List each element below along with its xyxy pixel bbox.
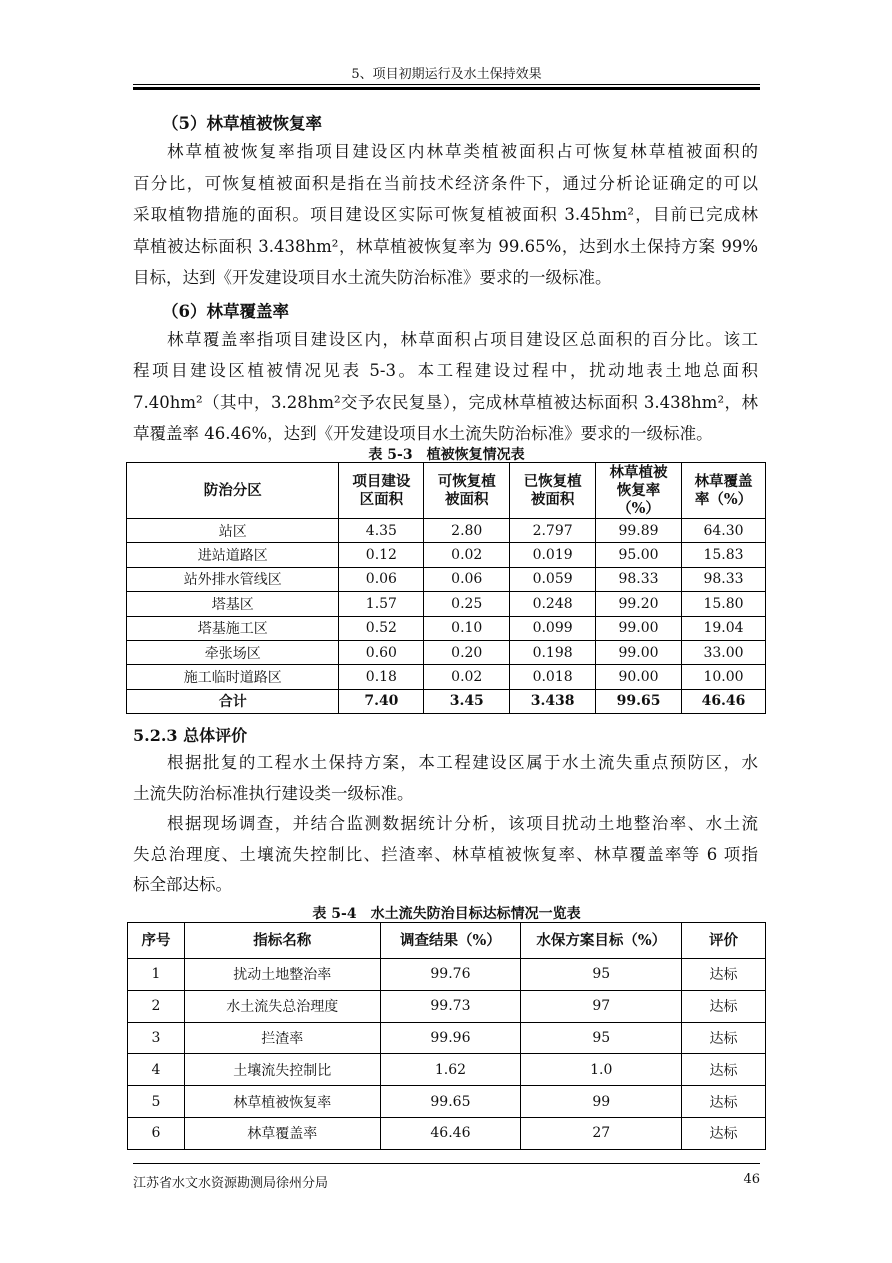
table-cell: 99.65 — [596, 689, 682, 713]
table-cell: 0.198 — [510, 640, 596, 664]
column-header: 防治分区 — [127, 463, 339, 519]
footer-rule — [133, 1163, 760, 1164]
table-cell: 1.62 — [380, 1054, 521, 1086]
paragraph-line: 采取植物措施的面积。项目建设区实际可恢复植被面积 3.45hm²，目前已完成林 — [133, 205, 758, 224]
column-header: 调查结果（%） — [380, 923, 521, 959]
column-header: 水保方案目标（%） — [521, 923, 682, 959]
table-cell: 64.30 — [682, 519, 766, 543]
table-5-4 — [127, 922, 766, 1150]
paragraph-line: 7.40hm²（其中，3.28hm²交予农民复垦），完成林草植被达标面积 3.438hm²，林 — [133, 393, 758, 412]
paragraph-line: 草植被达标面积 3.438hm²，林草植被恢复率为 99.65%，达到水土保持方案 99% — [133, 237, 758, 256]
table-cell: 达标 — [682, 1054, 766, 1086]
table-cell: 牵张场区 — [127, 640, 339, 664]
table-cell: 塔基区 — [127, 592, 339, 616]
table-cell: 3 — [128, 1022, 185, 1054]
table-cell: 5 — [128, 1086, 185, 1118]
table-5-3 — [126, 462, 766, 714]
table-cell: 99 — [521, 1086, 682, 1118]
table-row — [127, 616, 766, 640]
table-cell: 95.00 — [596, 543, 682, 567]
table-cell: 3.45 — [424, 689, 510, 713]
table-row — [127, 519, 766, 543]
table-cell: 1.57 — [339, 592, 424, 616]
column-header: 林草植被恢复率（%） — [596, 463, 682, 519]
table-cell: 林草植被恢复率 — [184, 1086, 380, 1118]
column-header: 评价 — [682, 923, 766, 959]
table-cell: 0.06 — [339, 567, 424, 591]
table-cell: 2.80 — [424, 519, 510, 543]
table-cell: 0.099 — [510, 616, 596, 640]
table-cell: 塔基施工区 — [127, 616, 339, 640]
table-cell: 4 — [128, 1054, 185, 1086]
paragraph-line: 根据现场调查，并结合监测数据统计分析，该项目扰动土地整治率、水土流 — [167, 814, 758, 833]
table-cell: 99.89 — [596, 519, 682, 543]
paragraph-line: 目标，达到《开发建设项目水土流失防治标准》要求的一级标准。 — [133, 268, 612, 287]
table-cell: 0.02 — [424, 665, 510, 689]
page-number: 46 — [743, 1172, 760, 1187]
table-cell: 97 — [521, 990, 682, 1022]
paragraph-line: 林草覆盖率指项目建设区内，林草面积占项目建设区总面积的百分比。该工 — [167, 330, 758, 349]
table-cell: 0.059 — [510, 567, 596, 591]
paragraph-line: 标全部达标。 — [133, 875, 232, 894]
paragraph-line: 林草植被恢复率指项目建设区内林草类植被面积占可恢复林草植被面积的 — [167, 142, 758, 161]
table-cell: 3.438 — [510, 689, 596, 713]
table-cell: 99.20 — [596, 592, 682, 616]
table-cell: 99.65 — [380, 1086, 521, 1118]
section-5-heading: （5）林草植被恢复率 — [162, 114, 322, 133]
footer-org: 江苏省水文水资源勘测局徐州分局 — [133, 1176, 329, 1191]
table-5-4-caption: 表 5-4 水土流失防治目标达标情况一览表 — [312, 906, 581, 922]
table-cell: 99.76 — [380, 959, 521, 991]
table-row — [128, 959, 766, 991]
table-cell: 达标 — [682, 1022, 766, 1054]
paragraph-line: 百分比，可恢复植被面积是指在当前技术经济条件下，通过分析论证确定的可以 — [133, 174, 758, 193]
table-cell: 0.10 — [424, 616, 510, 640]
table-row — [128, 1086, 766, 1118]
table-cell: 0.25 — [424, 592, 510, 616]
table-cell: 土壤流失控制比 — [184, 1054, 380, 1086]
table-cell: 95 — [521, 959, 682, 991]
table-cell: 扰动土地整治率 — [184, 959, 380, 991]
table-row — [128, 1054, 766, 1086]
paragraph-line: 根据批复的工程水土保持方案，本工程建设区属于水土流失重点预防区，水 — [167, 753, 758, 772]
section-523-heading: 5.2.3 总体评价 — [133, 726, 248, 745]
header-rule — [133, 84, 760, 85]
table-cell: 1.0 — [521, 1054, 682, 1086]
table-cell: 0.52 — [339, 616, 424, 640]
table-cell: 达标 — [682, 1117, 766, 1149]
header-rule-thick — [133, 87, 760, 90]
table-cell: 0.18 — [339, 665, 424, 689]
table-cell: 达标 — [682, 990, 766, 1022]
table-cell: 99.00 — [596, 640, 682, 664]
table-cell: 1 — [128, 959, 185, 991]
table-cell: 0.06 — [424, 567, 510, 591]
paragraph-line: 草覆盖率 46.46%，达到《开发建设项目水土流失防治标准》要求的一级标准。 — [133, 424, 713, 443]
table-cell: 0.12 — [339, 543, 424, 567]
table-cell: 6 — [128, 1117, 185, 1149]
table-cell: 33.00 — [682, 640, 766, 664]
paragraph-line: 失总治理度、土壤流失控制比、拦渣率、林草植被恢复率、林草覆盖率等 6 项指 — [133, 845, 758, 864]
table-cell: 99.00 — [596, 616, 682, 640]
table-cell: 27 — [521, 1117, 682, 1149]
table-cell: 达标 — [682, 1086, 766, 1118]
table-cell: 2.797 — [510, 519, 596, 543]
table-row — [127, 665, 766, 689]
table-row — [128, 1117, 766, 1149]
table-row — [127, 640, 766, 664]
table-cell: 水土流失总治理度 — [184, 990, 380, 1022]
table-cell: 达标 — [682, 959, 766, 991]
table-row — [127, 592, 766, 616]
table-row — [128, 990, 766, 1022]
column-header: 可恢复植被面积 — [424, 463, 510, 519]
column-header: 指标名称 — [184, 923, 380, 959]
table-5-3-caption: 表 5-3 植被恢复情况表 — [368, 447, 525, 463]
column-header: 林草覆盖率（%） — [682, 463, 766, 519]
table-cell: 98.33 — [596, 567, 682, 591]
table-cell: 0.019 — [510, 543, 596, 567]
column-header: 项目建设区面积 — [339, 463, 424, 519]
table-cell: 林草覆盖率 — [184, 1117, 380, 1149]
table-cell: 站区 — [127, 519, 339, 543]
table-row — [127, 543, 766, 567]
table-cell: 15.80 — [682, 592, 766, 616]
table-row — [128, 1022, 766, 1054]
table-cell: 0.02 — [424, 543, 510, 567]
table-cell: 15.83 — [682, 543, 766, 567]
table-cell: 46.46 — [380, 1117, 521, 1149]
table-cell: 0.018 — [510, 665, 596, 689]
table-cell: 拦渣率 — [184, 1022, 380, 1054]
table-cell: 施工临时道路区 — [127, 665, 339, 689]
table-cell: 合计 — [127, 689, 339, 713]
table-cell: 10.00 — [682, 665, 766, 689]
table-cell: 90.00 — [596, 665, 682, 689]
table-cell: 站外排水管线区 — [127, 567, 339, 591]
table-cell: 4.35 — [339, 519, 424, 543]
table-cell: 0.20 — [424, 640, 510, 664]
paragraph-line: 程项目建设区植被情况见表 5-3。本工程建设过程中，扰动地表土地总面积 — [133, 361, 758, 380]
section-6-heading: （6）林草覆盖率 — [162, 302, 289, 321]
table-cell: 99.96 — [380, 1022, 521, 1054]
table-cell: 0.248 — [510, 592, 596, 616]
column-header: 序号 — [128, 923, 185, 959]
table-cell: 0.60 — [339, 640, 424, 664]
table-row — [127, 567, 766, 591]
running-header: 5、项目初期运行及水土保持效果 — [351, 67, 542, 82]
table-cell: 99.73 — [380, 990, 521, 1022]
table-cell: 95 — [521, 1022, 682, 1054]
column-header: 已恢复植被面积 — [510, 463, 596, 519]
table-cell: 19.04 — [682, 616, 766, 640]
table-cell: 98.33 — [682, 567, 766, 591]
table-cell: 2 — [128, 990, 185, 1022]
paragraph-line: 土流失防治标准执行建设类一级标准。 — [133, 784, 414, 803]
table-cell: 7.40 — [339, 689, 424, 713]
table-cell: 46.46 — [682, 689, 766, 713]
table-cell: 进站道路区 — [127, 543, 339, 567]
total-row — [127, 689, 766, 713]
